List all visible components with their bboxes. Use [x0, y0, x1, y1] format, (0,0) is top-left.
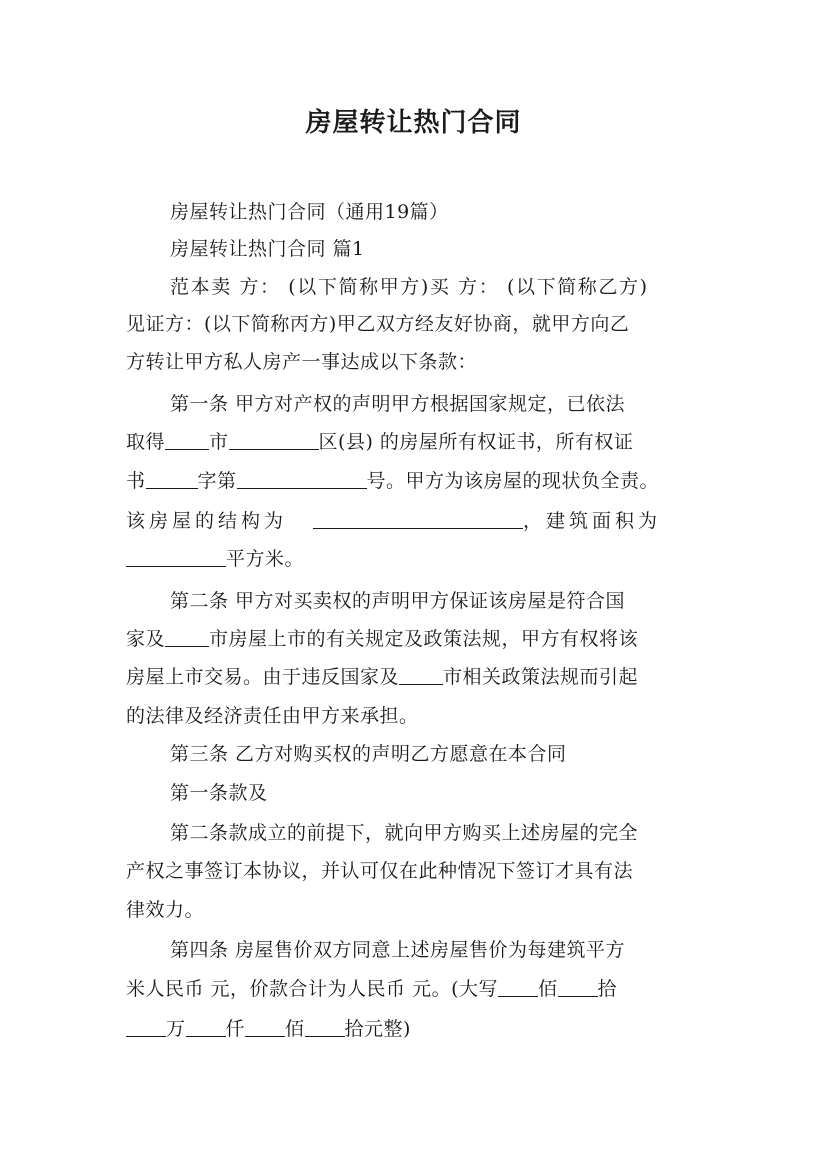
article-1-line-3: [126, 462, 706, 500]
text-segment: 市房屋上市的有关规定及政策法规，甲方有权将该: [209, 628, 639, 650]
blank-field[interactable]: [229, 427, 319, 450]
article-1-line-5: [126, 540, 706, 578]
article-2-line-1: 第二条 甲方对买卖权的声明甲方保证该房屋是符合国: [170, 590, 626, 612]
text-segment: 佰: [538, 978, 558, 1000]
section-heading: 房屋转让热门合同 篇1: [170, 238, 365, 260]
text-segment: 米人民币 元，价款合计为人民币 元。(大写: [126, 978, 498, 1000]
blank-field[interactable]: [399, 662, 443, 685]
article-2-line-4: 的法律及经济责任由甲方来承担。: [126, 705, 419, 727]
article-3-line-3: 第二条款成立的前提下，就向甲方购买上述房屋的完全: [170, 822, 639, 844]
article-2-line-3: [126, 658, 706, 696]
text-segment: ，建筑面积为: [523, 510, 662, 532]
blank-field[interactable]: [237, 466, 367, 489]
article-4-line-3: [126, 1010, 706, 1048]
article-3-line-4: 产权之事签订本协议，并认可仅在此种情况下签订才具有法: [126, 860, 634, 882]
blank-field[interactable]: [126, 1014, 166, 1037]
article-4-line-2: [126, 970, 706, 1008]
text-segment: 房屋上市交易。由于违反国家及: [126, 666, 400, 688]
text-segment: 佰: [285, 1018, 305, 1040]
blank-field[interactable]: [165, 624, 209, 647]
text-segment: 市相关政策法规而引起: [443, 666, 639, 688]
text-segment: 市: [209, 431, 229, 453]
parties-line-3: 方转让甲方私人房产一事达成以下条款：: [126, 351, 478, 373]
text-segment: 区(县) 的房屋所有权证书，所有权证: [318, 431, 634, 453]
article-3-line-1: 第三条 乙方对购买权的声明乙方愿意在本合同: [170, 743, 567, 765]
text-segment: 字第: [197, 470, 237, 492]
blank-field[interactable]: [305, 1014, 345, 1037]
blank-field[interactable]: [313, 506, 523, 529]
text-segment: 仟: [225, 1018, 246, 1040]
text-segment: 拾元整): [344, 1018, 411, 1040]
blank-field[interactable]: [146, 466, 198, 489]
text-segment: 取得: [126, 431, 166, 453]
parties-line-2: 见证方：(以下简称丙方)甲乙双方经友好协商，就甲方向乙: [126, 313, 630, 335]
text-segment: 平方米。: [226, 548, 305, 570]
blank-field[interactable]: [558, 974, 598, 997]
article-1-line-4: [126, 502, 706, 540]
text-segment: 家及: [126, 628, 166, 650]
article-1-line-2: [126, 423, 706, 461]
article-1-line-1: 第一条 甲方对产权的声明甲方根据国家规定，已依法: [170, 393, 626, 415]
document-title: 房屋转让热门合同: [305, 108, 522, 138]
intro-line: 房屋转让热门合同（通用19篇）: [170, 201, 449, 223]
article-3-line-2: 第一条款及: [170, 782, 268, 804]
parties-line-1: 范本卖 方： (以下简称甲方)买 方： (以下简称乙方): [170, 276, 649, 298]
blank-field[interactable]: [126, 544, 226, 567]
article-4-line-1: 第四条 房屋售价双方同意上述房屋售价为每建筑平方: [170, 939, 626, 961]
text-segment: 万: [166, 1018, 186, 1040]
blank-field[interactable]: [498, 974, 538, 997]
article-3-line-5: 律效力。: [126, 899, 205, 921]
blank-field[interactable]: [245, 1014, 285, 1037]
text-segment: 该房屋的结构为: [126, 510, 288, 532]
article-2-line-2: [126, 620, 706, 658]
text-segment: 书: [126, 470, 146, 492]
text-segment: 拾: [597, 978, 618, 1000]
blank-field[interactable]: [165, 427, 209, 450]
blank-field[interactable]: [186, 1014, 226, 1037]
text-segment: 号。甲方为该房屋的现状负全责。: [366, 470, 660, 492]
